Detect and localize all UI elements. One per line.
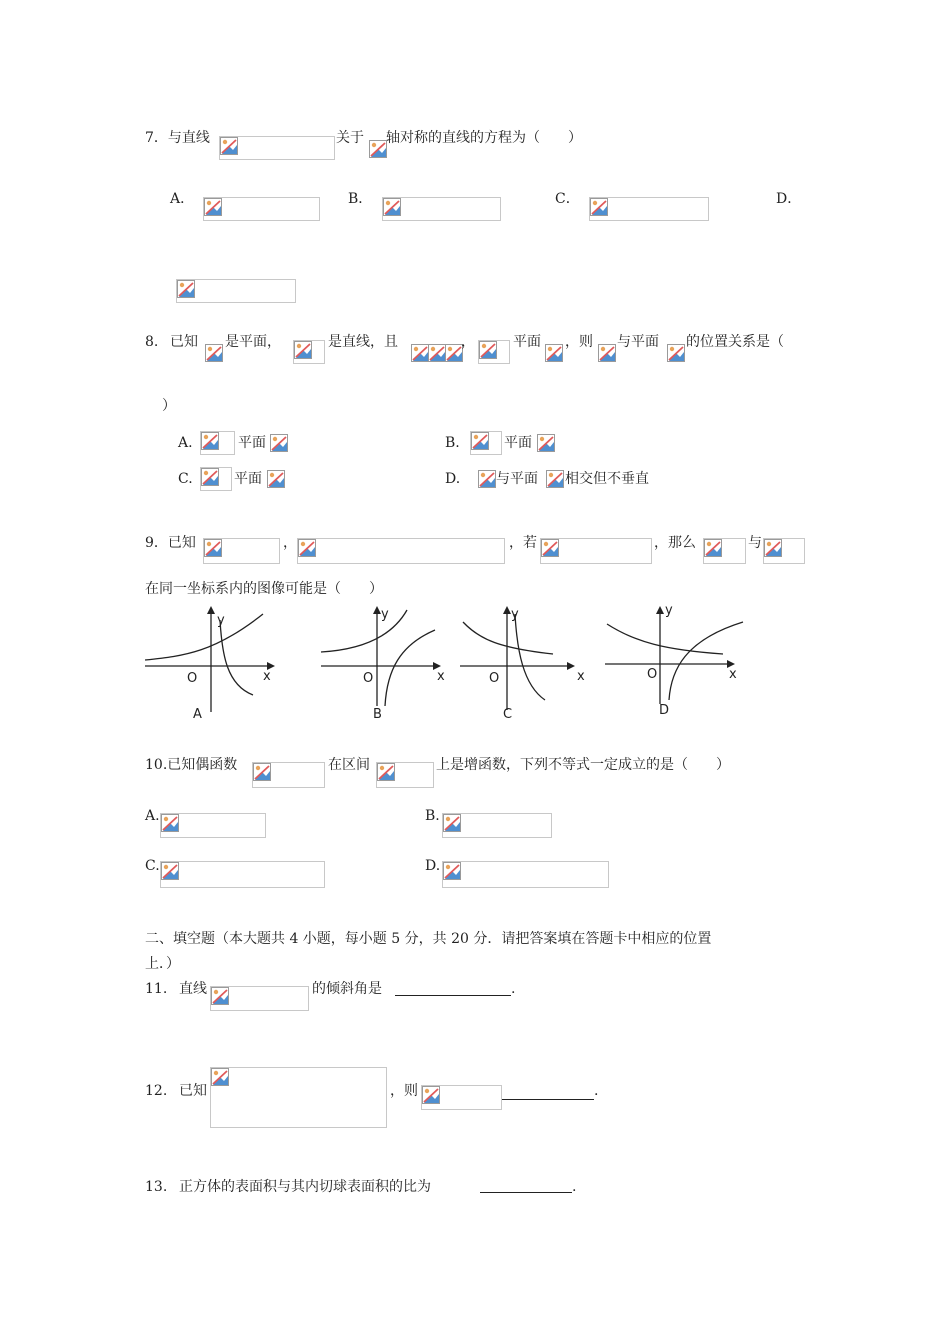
broken-image-icon xyxy=(479,341,497,359)
q11-text: 直线 xyxy=(179,981,207,997)
graph-b xyxy=(321,606,445,720)
option-label-d: D． xyxy=(776,191,802,207)
option-label-a: A． xyxy=(170,191,195,207)
broken-image-icon xyxy=(177,280,195,298)
q7-stem: 7．与直线 xyxy=(145,130,210,146)
option-label-d: D. xyxy=(425,858,441,874)
graph-origin-label: O xyxy=(363,671,374,686)
q8-text: 是平面， xyxy=(225,334,281,350)
q8-text: 是直线，且 xyxy=(328,334,398,350)
broken-image-icon xyxy=(383,198,401,216)
option-label-d: D. xyxy=(445,471,461,487)
formula-image xyxy=(540,538,652,564)
q12-end: . xyxy=(594,1083,599,1099)
broken-image-icon xyxy=(161,814,179,832)
q13-number: 13. xyxy=(145,1179,168,1195)
option-text: 相交但不垂直 xyxy=(565,471,649,487)
q9-text: ，那么 xyxy=(654,535,696,551)
formula-image xyxy=(210,986,309,1011)
option-label-b: B. xyxy=(445,435,460,451)
formula-image xyxy=(160,861,325,888)
graph-origin-label: O xyxy=(489,671,500,686)
answer-blank[interactable] xyxy=(502,1099,594,1100)
broken-image-icon xyxy=(369,140,387,158)
broken-image-icon xyxy=(253,763,271,781)
broken-image-icon xyxy=(211,987,229,1005)
broken-image-icon xyxy=(545,344,563,362)
graph-x-label: x xyxy=(729,667,737,682)
broken-image-icon xyxy=(478,470,496,488)
q8-text: ，则 xyxy=(565,334,593,350)
option-text: 与平面 xyxy=(496,471,538,487)
q8-text: 已知 xyxy=(170,334,198,350)
q9-text: 与 xyxy=(748,535,762,551)
formula-image xyxy=(703,538,746,564)
broken-image-icon xyxy=(443,862,461,880)
q8-comma: ， xyxy=(461,334,475,350)
q8-text: 与平面 xyxy=(617,334,659,350)
formula-image xyxy=(478,340,510,364)
formula-image xyxy=(442,861,609,888)
q7-mid: 关于 xyxy=(336,130,364,146)
formula-image xyxy=(763,538,805,564)
q9-stem: 9．已知 xyxy=(145,535,196,551)
broken-image-icon xyxy=(204,198,222,216)
formula-image xyxy=(382,197,501,221)
graph-option-label: B xyxy=(373,707,382,720)
section-heading: 二、填空题（本大题共 4 小题，每小题 5 分，共 20 分．请把答案填在答题卡中相应的位置 xyxy=(145,931,712,947)
q11-number: 11. xyxy=(145,981,168,997)
q8-text: 平面 xyxy=(513,334,541,350)
graph-d xyxy=(605,603,743,718)
formula-image xyxy=(200,467,232,491)
q7-tail: 轴对称的直线的方程为（ ） xyxy=(386,130,582,146)
answer-blank[interactable] xyxy=(395,995,511,996)
graph-y-label: y xyxy=(217,613,225,628)
broken-image-icon xyxy=(205,344,223,362)
formula-image xyxy=(203,538,280,564)
q12-text: 已知 xyxy=(179,1083,207,1099)
q8-close-paren: ） xyxy=(162,398,176,414)
section-heading-cont: 上．） xyxy=(145,956,180,972)
broken-image-icon xyxy=(667,344,685,362)
graph-option-label: C xyxy=(503,707,513,720)
broken-image-icon xyxy=(764,539,782,557)
graph-origin-label: O xyxy=(187,671,198,686)
broken-image-icon xyxy=(220,137,238,155)
q9-text: ，若 xyxy=(509,535,537,551)
broken-image-icon xyxy=(537,434,555,452)
option-text: 平面 xyxy=(504,435,532,451)
broken-image-icon xyxy=(201,432,219,450)
broken-image-icon xyxy=(422,1086,440,1104)
graph-origin-label: O xyxy=(647,667,658,682)
broken-image-icon xyxy=(201,468,219,486)
q10-text: 在区间 xyxy=(328,757,370,773)
answer-blank[interactable] xyxy=(480,1192,572,1193)
graph-y-label: y xyxy=(511,607,519,622)
formula-image xyxy=(470,431,502,455)
formula-image xyxy=(589,197,709,221)
broken-image-icon xyxy=(270,434,288,452)
broken-image-icon xyxy=(428,344,446,362)
option-label-c: C. xyxy=(145,858,160,874)
broken-image-icon xyxy=(294,341,312,359)
q8-number: 8. xyxy=(145,334,159,350)
option-label-b: B． xyxy=(348,191,373,207)
option-label-c: C. xyxy=(178,471,193,487)
option-text: 平面 xyxy=(234,471,262,487)
formula-image xyxy=(160,813,266,838)
option-label-a: A. xyxy=(145,808,160,824)
graph-x-label: x xyxy=(263,669,271,684)
broken-image-icon xyxy=(590,198,608,216)
formula-image xyxy=(376,762,434,788)
formula-image xyxy=(252,762,325,788)
broken-image-icon xyxy=(443,814,461,832)
broken-image-icon xyxy=(471,432,489,450)
q13-end: . xyxy=(572,1179,577,1195)
q8-text: 的位置关系是（ xyxy=(686,334,784,350)
broken-image-icon xyxy=(546,470,564,488)
q10-text: 上是增函数，下列不等式一定成立的是（ ） xyxy=(436,757,730,773)
q12-number: 12. xyxy=(145,1083,168,1099)
graph-y-label: y xyxy=(381,607,389,622)
graph-y-label: y xyxy=(665,603,673,618)
q9-line2: 在同一坐标系内的图像可能是（ ） xyxy=(145,581,383,597)
formula-image xyxy=(293,340,325,364)
q12-text: ，则 xyxy=(390,1083,418,1099)
option-label-a: A. xyxy=(178,435,193,451)
formula-image xyxy=(297,538,505,564)
q10-stem: 10.已知偶函数 xyxy=(145,757,238,773)
broken-image-icon xyxy=(377,763,395,781)
broken-image-icon xyxy=(267,470,285,488)
q9-graph-options xyxy=(145,600,755,720)
graph-a xyxy=(145,606,275,720)
broken-image-icon xyxy=(598,344,616,362)
graph-x-label: x xyxy=(437,669,445,684)
broken-image-icon xyxy=(204,539,222,557)
broken-image-icon xyxy=(704,539,722,557)
graph-c xyxy=(460,606,585,720)
formula-image xyxy=(442,813,552,838)
q11-text: 的倾斜角是 xyxy=(312,981,382,997)
formula-image xyxy=(219,136,335,160)
formula-image xyxy=(176,279,296,303)
formula-image xyxy=(421,1085,502,1110)
broken-image-icon xyxy=(541,539,559,557)
graph-option-label: D xyxy=(659,703,670,718)
broken-image-icon xyxy=(298,539,316,557)
option-label-b: B. xyxy=(425,808,440,824)
broken-image-icon xyxy=(211,1068,229,1086)
option-text: 平面 xyxy=(238,435,266,451)
broken-image-icon xyxy=(161,862,179,880)
broken-image-icon xyxy=(411,344,429,362)
formula-image xyxy=(200,431,235,455)
q11-end: . xyxy=(511,981,516,997)
option-label-c: C． xyxy=(555,191,580,207)
formula-image xyxy=(210,1067,387,1128)
q9-comma: ， xyxy=(283,535,297,551)
formula-image xyxy=(203,197,320,221)
graph-option-label: A xyxy=(193,707,202,720)
graph-x-label: x xyxy=(577,669,585,684)
q13-text: 正方体的表面积与其内切球表面积的比为 xyxy=(179,1179,431,1195)
